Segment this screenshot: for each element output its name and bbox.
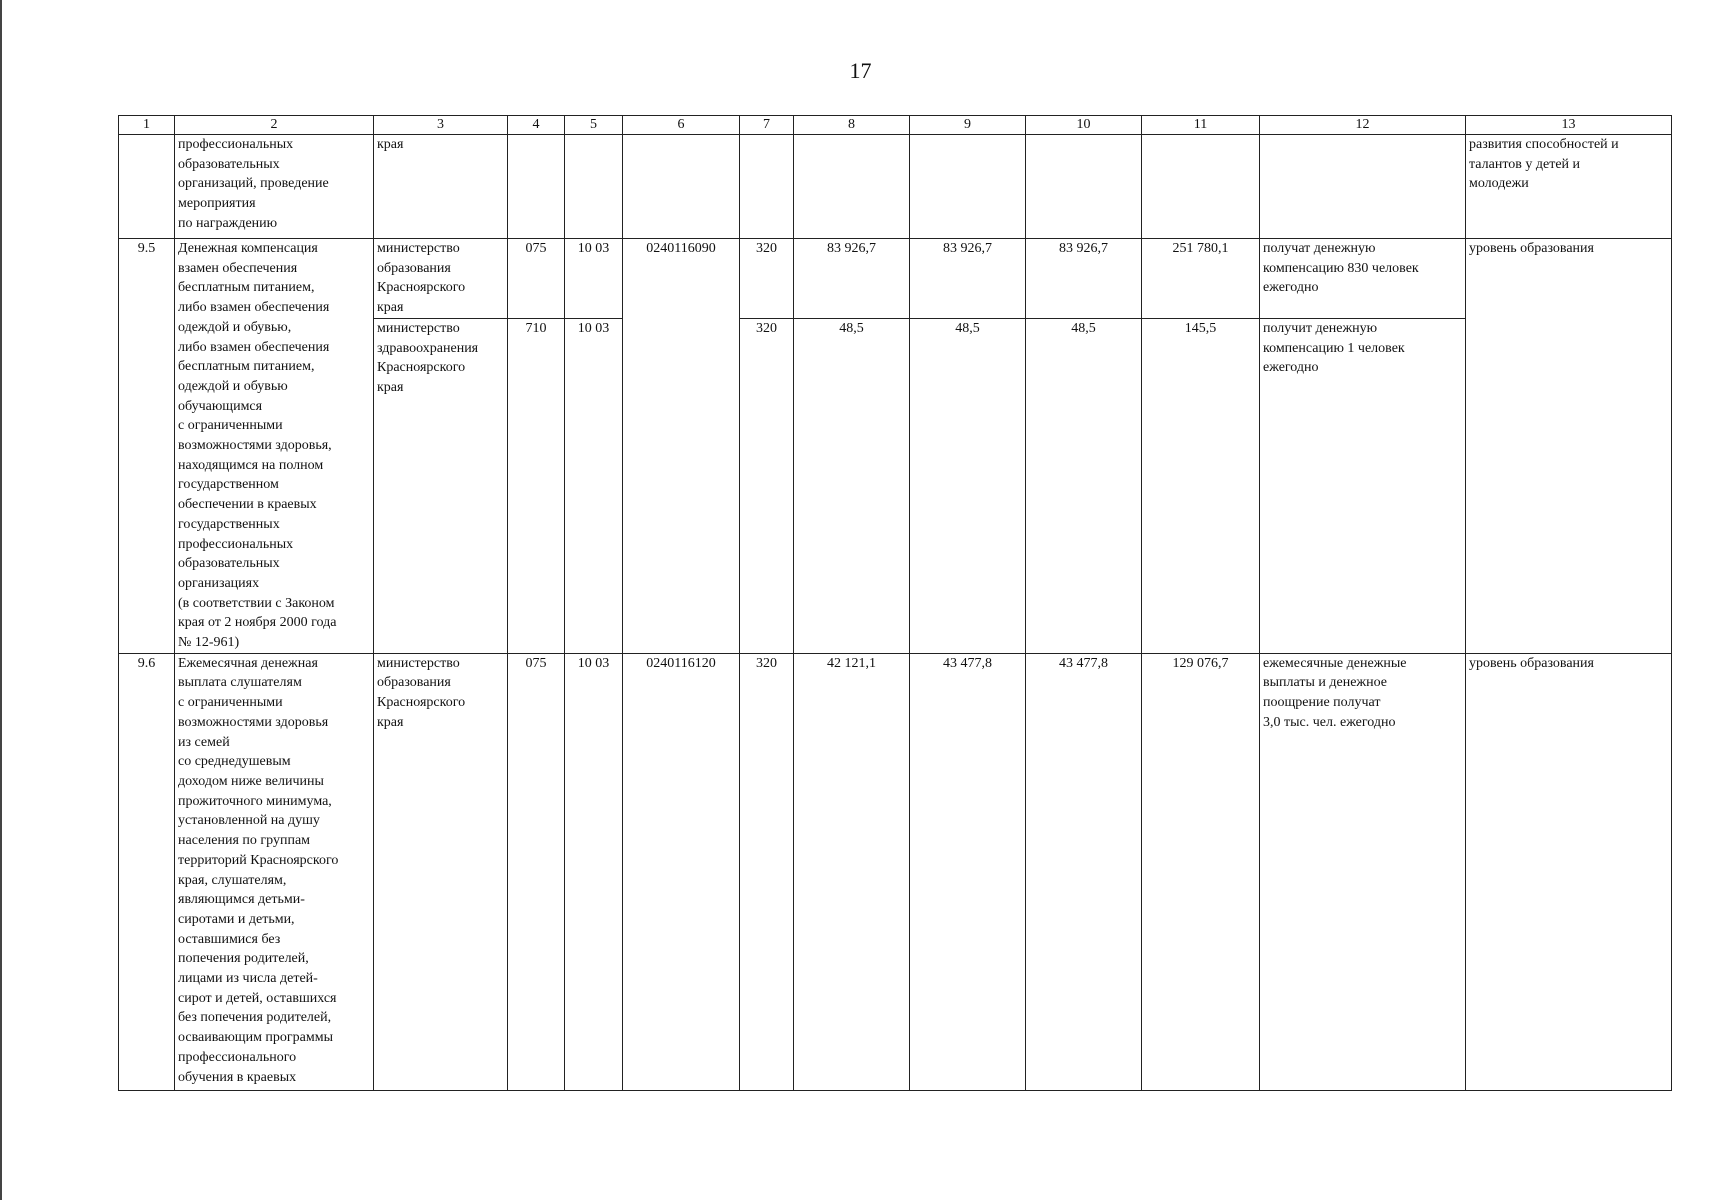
cell-indicator: развития способностей и талантов у детей и молодежи [1466, 135, 1672, 239]
cell-year3: 43 477,8 [1026, 653, 1142, 1090]
header-col-11: 11 [1142, 116, 1260, 135]
cell-executor: министерство здравоохранения Красноярского края [374, 318, 508, 653]
header-col-3: 3 [374, 116, 508, 135]
table-row-continuation [119, 135, 1672, 239]
cell-year2: 83 926,7 [910, 239, 1026, 319]
cell-num: 9.5 [119, 239, 175, 654]
cell-executor: края [374, 135, 508, 239]
cell-total: 145,5 [1142, 318, 1260, 653]
cell-name: Денежная компенсация взамен обеспечения бесплатным питанием, либо взамен обеспечения одеждой и обувью, либо взамен обеспечения бесплатным питанием, одеждой и обувью обучающимся с ограниченными возможностями здоровья, находящимся на полном государственном обеспечении в краевых государственных профессиональных образовательных организациях (в соответствии с Законом края от 2 ноября 2000 года № 12-961) [175, 239, 374, 654]
cell-indicator: уровень образования [1466, 653, 1672, 1090]
header-col-10: 10 [1026, 116, 1142, 135]
cell-vr: 320 [740, 318, 794, 653]
cell-total: 129 076,7 [1142, 653, 1260, 1090]
cell-year1: 42 121,1 [794, 653, 910, 1090]
cell-result: получат денежную компенсацию 830 человек ежегодно [1260, 239, 1466, 319]
budget-table [118, 115, 1672, 1091]
scan-edge-line [0, 0, 2, 1200]
cell-year3 [1026, 135, 1142, 239]
cell-vr [740, 135, 794, 239]
table-row-9-5-a [119, 239, 1672, 319]
header-col-6: 6 [623, 116, 740, 135]
cell-csr [623, 135, 740, 239]
cell-result [1260, 135, 1466, 239]
cell-year1: 48,5 [794, 318, 910, 653]
cell-rzpr: 10 03 [565, 653, 623, 1090]
cell-csr: 0240116120 [623, 653, 740, 1090]
cell-executor: министерство образования Красноярского края [374, 239, 508, 319]
page-number: 17 [849, 58, 872, 83]
header-col-7: 7 [740, 116, 794, 135]
cell-grbs: 075 [508, 653, 565, 1090]
cell-year1 [794, 135, 910, 239]
cell-year2: 48,5 [910, 318, 1026, 653]
cell-year2: 43 477,8 [910, 653, 1026, 1090]
header-col-13: 13 [1466, 116, 1672, 135]
cell-grbs [508, 135, 565, 239]
header-col-8: 8 [794, 116, 910, 135]
cell-total: 251 780,1 [1142, 239, 1260, 319]
header-col-12: 12 [1260, 116, 1466, 135]
cell-total [1142, 135, 1260, 239]
cell-year2 [910, 135, 1026, 239]
table-row-9-6 [119, 653, 1672, 1090]
cell-csr: 0240116090 [623, 239, 740, 654]
cell-year1: 83 926,7 [794, 239, 910, 319]
cell-grbs: 075 [508, 239, 565, 319]
cell-num: 9.6 [119, 653, 175, 1090]
cell-rzpr [565, 135, 623, 239]
header-col-1: 1 [119, 116, 175, 135]
header-col-9: 9 [910, 116, 1026, 135]
header-col-2: 2 [175, 116, 374, 135]
cell-name: профессиональных образовательных организаций, проведение мероприятия по награждению [175, 135, 374, 239]
cell-result: получит денежную компенсацию 1 человек ежегодно [1260, 318, 1466, 653]
cell-vr: 320 [740, 239, 794, 319]
header-col-4: 4 [508, 116, 565, 135]
cell-rzpr: 10 03 [565, 318, 623, 653]
cell-rzpr: 10 03 [565, 239, 623, 319]
cell-num [119, 135, 175, 239]
header-col-5: 5 [565, 116, 623, 135]
budget-table-container [118, 115, 1672, 1091]
cell-result: ежемесячные денежные выплаты и денежное поощрение получат 3,0 тыс. чел. ежегодно [1260, 653, 1466, 1090]
cell-indicator: уровень образования [1466, 239, 1672, 654]
cell-year3: 83 926,7 [1026, 239, 1142, 319]
cell-executor: министерство образования Красноярского края [374, 653, 508, 1090]
cell-grbs: 710 [508, 318, 565, 653]
header-row [119, 116, 1672, 135]
cell-name: Ежемесячная денежная выплата слушателям с ограниченными возможностями здоровья из семей со среднедушевым доходом ниже величины прожиточного минимума, установленной на душу населения по группам территорий Красноярского края, слушателям, являющимся детьми- сиротами и детьми, оставшимися без попечения родителей, лицами из числа детей- сирот и детей, оставшихся без попечения родителей, осваивающим программы профессионального обучения в краевых [175, 653, 374, 1090]
cell-year3: 48,5 [1026, 318, 1142, 653]
cell-vr: 320 [740, 653, 794, 1090]
